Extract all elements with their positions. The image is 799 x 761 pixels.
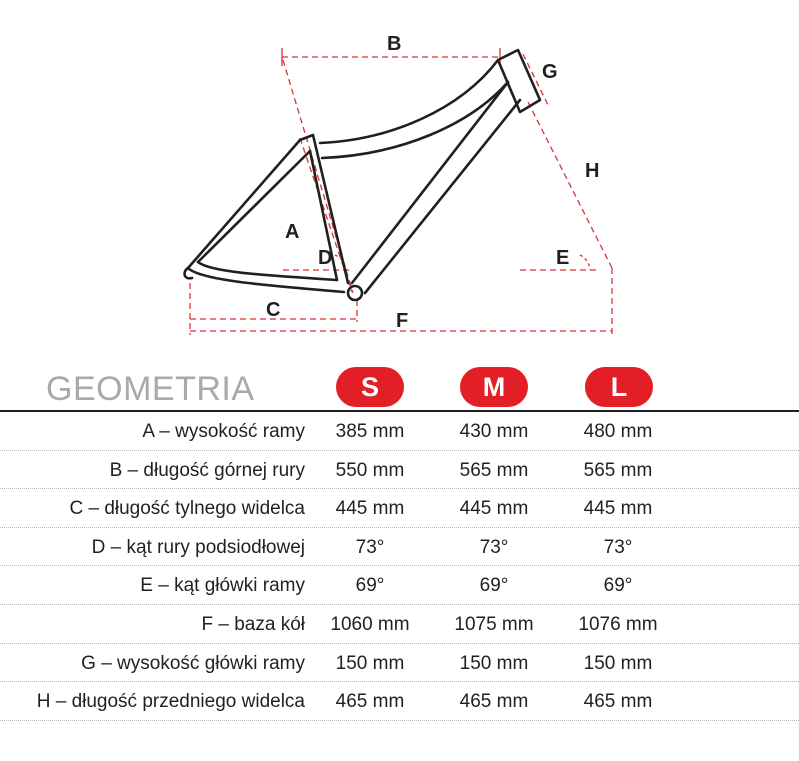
value-l: 480 mm — [583, 421, 653, 442]
table-row — [0, 451, 799, 490]
label-f: F — [396, 310, 409, 332]
label-b: B — [387, 33, 402, 55]
table-row — [0, 644, 799, 683]
value-s: 1060 mm — [330, 613, 410, 635]
value-m: 150 mm — [459, 652, 529, 674]
row-label: G – wysokość główki ramy — [81, 652, 305, 674]
value-m: 565 mm — [459, 459, 529, 481]
value-l: 73° — [603, 536, 633, 558]
geometry-title: GEOMETRIA — [46, 370, 255, 408]
size-header-l: L — [585, 367, 653, 407]
frame-geometry-diagram — [0, 0, 799, 350]
row-label: D – kąt rury podsiodłowej — [91, 536, 305, 558]
value-s: 465 mm — [335, 691, 405, 713]
label-a: A — [285, 221, 300, 243]
label-g: G — [542, 61, 558, 83]
value-l: 69° — [603, 575, 633, 597]
row-label: B – długość górnej rury — [109, 459, 305, 481]
table-row — [0, 566, 799, 605]
label-c: C — [266, 299, 281, 321]
table-row — [0, 682, 799, 721]
value-l: 465 mm — [583, 691, 653, 713]
table-row — [0, 605, 799, 644]
table-row — [0, 412, 799, 451]
value-m: 73° — [479, 536, 509, 558]
value-l: 565 mm — [583, 459, 653, 481]
value-m: 445 mm — [459, 498, 529, 520]
value-m: 1075 mm — [454, 613, 534, 635]
value-m: 69° — [479, 575, 509, 597]
row-label: A – wysokość ramy — [142, 421, 305, 442]
row-label: E – kąt główki ramy — [140, 575, 305, 597]
size-header-s: S — [336, 367, 404, 407]
table-row — [0, 489, 799, 528]
value-s: 385 mm — [335, 421, 405, 442]
label-h: H — [585, 160, 600, 182]
label-d: D — [318, 247, 333, 269]
table-row — [0, 528, 799, 567]
value-s: 73° — [355, 536, 385, 558]
value-l: 1076 mm — [578, 613, 658, 635]
row-label: F – baza kół — [201, 613, 305, 635]
value-l: 445 mm — [583, 498, 653, 520]
row-label: H – długość przedniego widelca — [36, 691, 305, 713]
label-e: E — [556, 247, 570, 269]
size-header-m: M — [460, 367, 528, 407]
value-s: 150 mm — [335, 652, 405, 674]
value-m: 430 mm — [459, 421, 529, 442]
value-s: 69° — [355, 575, 385, 597]
value-l: 150 mm — [583, 652, 653, 674]
geometry-table — [0, 412, 799, 721]
value-s: 550 mm — [335, 459, 405, 481]
row-label: C – długość tylnego widelca — [69, 498, 305, 520]
value-s: 445 mm — [335, 498, 405, 520]
bike-frame — [185, 50, 540, 300]
value-m: 465 mm — [459, 691, 529, 713]
